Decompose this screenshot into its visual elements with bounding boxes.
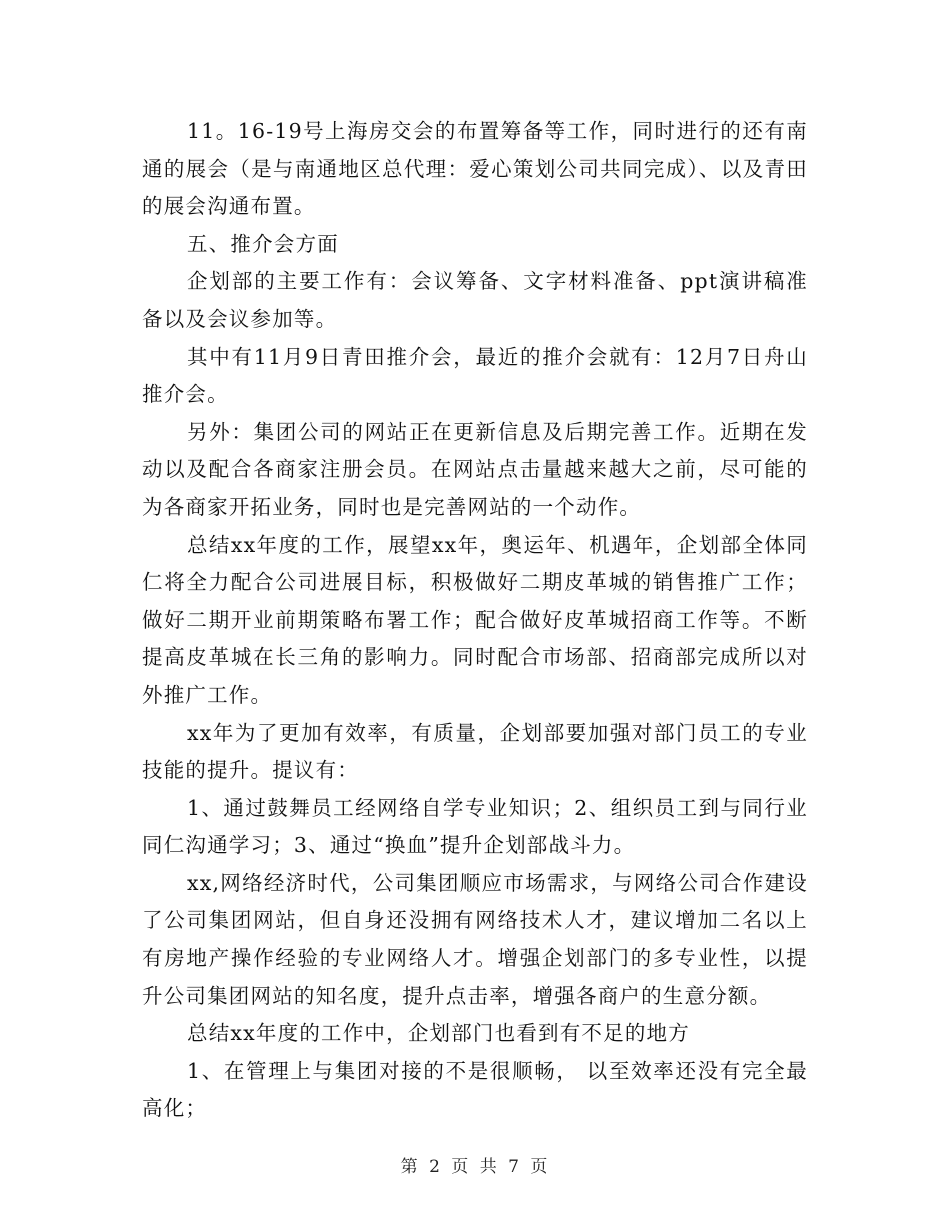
current-page-number: 2 [429,1157,442,1177]
paragraph: 另外：集团公司的网站正在更新信息及后期完善工作。近期在发动以及配合各商家注册会员。在网站点击量越来越大之前，尽可能的为各商家开拓业务，同时也是完善网站的一个动作。 [142,419,808,519]
document-body [142,113,808,1128]
total-page-number: 7 [508,1157,521,1177]
page-footer [0,1152,950,1177]
paragraph: 1、在管理上与集团对接的不是很顺畅， 以至效率还没有完全最高化； [142,1058,808,1121]
footer-label-gong: 共 [479,1157,499,1177]
paragraph: xx,网络经济时代，公司集团顺应市场需求，与网络公司合作建设了公司集团网站，但自身还没拥有网络技术人才，建议增加二名以上有房地产操作经验的专业网络人才。增强企划部门的多专业性，以提升公司集团网站的知名度，提升点击率，增强各商户的生意分额。 [142,870,808,1008]
footer-label-ye-2: 页 [530,1157,550,1177]
paragraph: 总结xx年度的工作中，企划部门也看到有不足的地方 [187,1021,690,1046]
paragraph: 1、通过鼓舞员工经网络自学专业知识；2、组织员工到与同行业同仁沟通学习；3、通过“换血”提升企划部战斗力。 [142,795,808,858]
section-heading: 五、推介会方面 [187,231,339,256]
footer-label-di: 第 [400,1157,420,1177]
paragraph: 11。16-19号上海房交会的布置筹备等工作，同时进行的还有南通的展会（是与南通地区总代理：爱心策划公司共同完成）、以及青田的展会沟通布置。 [142,119,808,219]
paragraph: 其中有11月9日青田推介会，最近的推介会就有：12月7日舟山推介会。 [142,344,808,407]
paragraph: 总结xx年度的工作，展望xx年，奥运年、机遇年，企划部全体同仁将全力配合公司进展目标，积极做好二期皮革城的销售推广工作；做好二期开业前期策略布署工作；配合做好皮革城招商工作等。不断提高皮革城在长三角的影响力。同时配合市场部、招商部完成所以对外推广工作。 [142,532,808,707]
footer-label-ye: 页 [451,1157,471,1177]
paragraph: 企划部的主要工作有：会议筹备、文字材料准备、ppt演讲稿准备以及会议参加等。 [142,269,808,331]
paragraph: xx年为了更加有效率，有质量，企划部要加强对部门员工的专业技能的提升。提议有： [142,720,808,783]
